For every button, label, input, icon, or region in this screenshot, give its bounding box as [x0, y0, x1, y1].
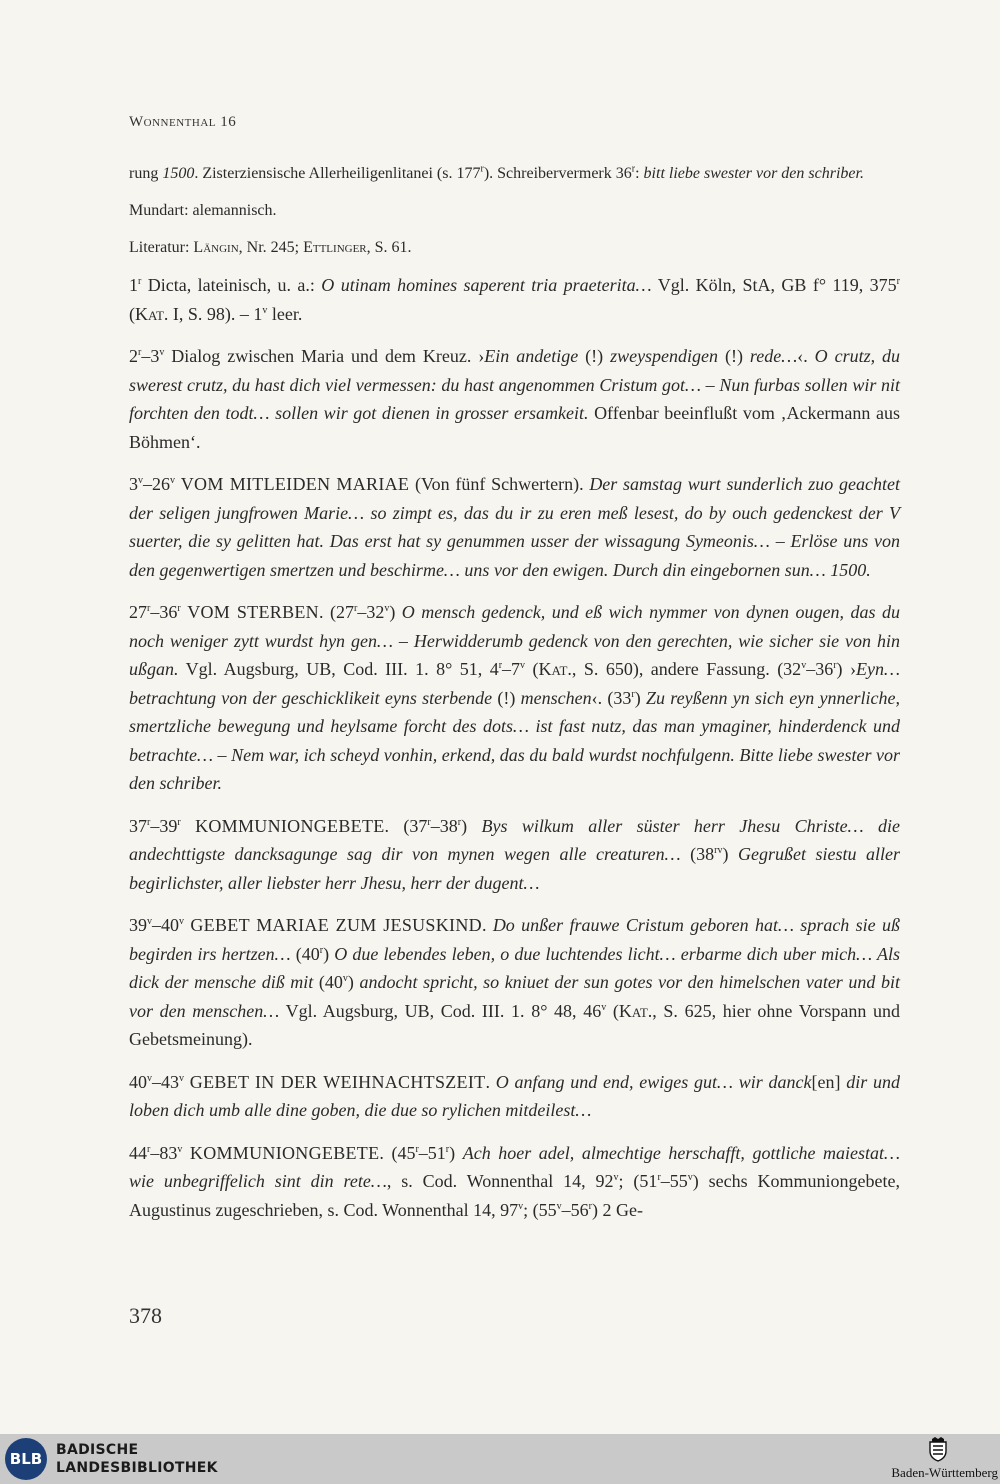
text-segment: ; (55 [523, 1199, 557, 1220]
section-title: GEBET MARIAE ZUM JESUSKIND [190, 915, 482, 935]
folio-superscript: r [147, 603, 151, 614]
coat-of-arms-icon [928, 1436, 948, 1462]
library-name-line1: BADISCHE [56, 1442, 139, 1458]
paragraph [129, 598, 900, 798]
folio-superscript: v [159, 347, 165, 358]
folio-superscript: r [353, 603, 358, 614]
folio-superscript: v [384, 603, 390, 614]
page-number: 378 [129, 1303, 162, 1328]
folio-superscript: v [179, 1072, 184, 1084]
text-segment: ) [389, 602, 402, 622]
text-segment: Vgl. Augsburg, UB, Cod. III. 1. 8° 48, 46 [279, 1000, 602, 1021]
folio-superscript: r [833, 660, 837, 671]
italic-quote: O mensch gedenck, und eß wich nymmer von dynen ougen, das du noch weniger zytt wurdst hyn gen… – Herwidderumb gedenck von den gerechten, wie sicher sie von hin ußgan. [129, 602, 901, 679]
text-segment: –39 [150, 815, 178, 836]
italic-quote: 1500 [162, 165, 195, 182]
text-segment: , Nr. 245; [238, 239, 304, 256]
folio-superscript: v [262, 304, 268, 316]
folio-superscript: v [801, 660, 807, 671]
text-segment: ). Schreibervermerk 36 [483, 165, 632, 182]
folio-superscript: v [138, 475, 143, 486]
running-header: Wonnenthal 16 [129, 114, 237, 130]
folio-superscript: v [147, 916, 152, 927]
folio-superscript: v [147, 1072, 152, 1084]
italic-quote: O crutz, du swerest crutz, du hast dich viel vermessen: du hast angenommen Cristum got… – Nun furbas sollen wir nit forchten den todt… sollen wir got dienen in grosser ersamkeit. [129, 346, 901, 423]
text-segment: ) [722, 844, 738, 864]
italic-quote: bitt liebe swester vor den schriber. [643, 165, 864, 182]
text-segment: (!) [492, 687, 521, 708]
text-segment: Offenbar beeinflußt vom ‚Ackermann aus Böhmen‘. [129, 403, 900, 452]
text-segment: . (27 [318, 602, 354, 622]
folio-superscript: r [631, 163, 636, 175]
folio-superscript: r [457, 816, 462, 828]
paragraph [129, 1068, 900, 1125]
text-segment: –32 [357, 602, 385, 622]
small-caps-text: Längin [193, 239, 239, 256]
section-title: VOM STERBEN [187, 602, 319, 622]
text-segment: ( [606, 1000, 619, 1021]
folio-superscript: r [319, 944, 324, 956]
text-segment: –56 [561, 1199, 589, 1220]
folio-superscript: r [177, 816, 181, 828]
text-segment: ) [323, 943, 335, 964]
folio-superscript: r [138, 276, 142, 287]
paragraph [129, 911, 900, 1054]
small-caps-text: Kat. [618, 1000, 653, 1021]
text-segment: . [485, 1071, 496, 1092]
text-segment: ) › [836, 659, 856, 679]
text-segment: ) [461, 815, 482, 836]
italic-quote: Do unßer frauwe Cristum geboren hat… sprach sie uß begirden irs hertzen… [129, 915, 901, 964]
text-segment: 27 [129, 602, 147, 622]
text-segment: ) [449, 1142, 463, 1163]
paragraph [129, 160, 900, 188]
folio-superscript: r [427, 816, 431, 828]
text-segment: ‹. (33 [591, 687, 632, 708]
text-segment: [en] [811, 1071, 847, 1092]
text-segment: I, S. 98). – 1 [168, 303, 263, 324]
text-segment: ) [634, 687, 646, 708]
paragraph [129, 271, 900, 328]
text-segment: 1 [129, 275, 138, 295]
text-segment: leer. [267, 303, 303, 324]
folio-superscript: v [177, 1143, 183, 1155]
text-segment: 2 [129, 346, 138, 366]
paragraph [129, 342, 900, 456]
text-segment: Dialog zwischen Maria und dem Kreuz. › [164, 346, 485, 366]
text-segment: 40 [129, 1071, 147, 1092]
text-segment: –38 [430, 815, 458, 836]
text-segment: Vgl. Augsburg, UB, Cod. III. 1. 8° 51, 4 [178, 659, 499, 679]
text-segment: ( [525, 659, 539, 679]
folio-superscript: r [177, 603, 181, 614]
text-segment: Literatur: [129, 239, 194, 256]
folio-superscript: v [518, 1200, 524, 1212]
folio-superscript: v [613, 1172, 619, 1183]
library-name [56, 1441, 218, 1477]
folio-superscript: r [445, 1143, 450, 1155]
text-segment: –7 [502, 659, 521, 679]
folio-superscript: v [556, 1200, 562, 1212]
italic-quote: Zu reyßenn yn sich eyn ynnerliche, smertzliche bewegung und heylsame forcht des dots… ist fast nutz, das man ymaginer, hinderdenck und betrachte… – Nem war, ich scheyd vonhin, erkend, das du bald wurdst nochfulgenn. Bitte liebe swester vor den schriber. [129, 687, 900, 793]
text-segment: ) sechs Kommuniongebete, Augustinus zugeschrieben, s. Cod. Wonnenthal 14, 97 [129, 1171, 901, 1220]
text-segment: 39 [129, 915, 147, 935]
text-segment: ) [347, 972, 360, 992]
text-segment: , S. 650), andere Fassung. (32 [571, 659, 802, 679]
italic-quote: Gegrußet siestu aller begirlichster, aller liebster herr Jhesu, herr der dugent… [129, 844, 900, 893]
text-segment: –83 [150, 1142, 178, 1163]
folio-superscript: r [147, 1143, 151, 1155]
text-segment: (40 [290, 943, 320, 964]
small-caps-text: Kat. [135, 303, 169, 324]
text-segment: (!) [578, 346, 611, 366]
folio-superscript: rv [714, 845, 723, 856]
state-label: Baden-Württemberg [891, 1465, 998, 1480]
section-title: KOMMUNIONGEBETE [195, 815, 385, 836]
text-segment: –36 [150, 602, 178, 622]
library-name-line2: LANDESBIBLIOTHEK [56, 1460, 218, 1476]
folio-superscript: r [138, 347, 142, 358]
text-segment [182, 1143, 190, 1163]
text-segment [181, 816, 195, 836]
text-segment: : [635, 165, 644, 182]
text-segment: , S. 61. [366, 239, 412, 256]
italic-quote: O due lebendes leben, o due luchtendes licht… erbarme dich uber mich… Als dick der mensche diß mit [129, 943, 900, 992]
text-segment: (40 [313, 972, 343, 992]
small-caps-text: Ettlinger [303, 239, 367, 256]
paragraph [129, 234, 900, 262]
folio-superscript: r [147, 816, 151, 828]
paragraph [129, 197, 900, 225]
text-segment: . (37 [384, 815, 428, 836]
folio-superscript: r [631, 688, 635, 700]
italic-quote: dir und loben dich umb alle dine goben, die due so rylichen mitdeilest… [129, 1071, 901, 1120]
text-segment: (Von fünf Schwertern). [409, 474, 590, 494]
paragraph [129, 470, 900, 584]
text-segment: 44 [129, 1142, 147, 1163]
italic-quote: Ein andetige [484, 346, 579, 366]
text-segment: –51 [418, 1142, 446, 1163]
folio-superscript: v [342, 973, 348, 984]
text-segment: , s. Cod. Wonnenthal 14, 92 [386, 1171, 614, 1191]
italic-quote: rede… [749, 346, 798, 366]
main-text [129, 160, 900, 1238]
italic-quote: menschen [520, 687, 592, 708]
text-segment: 37 [129, 815, 147, 836]
text-segment: . (45 [379, 1142, 416, 1163]
italic-quote: Ach hoer adel, almechtige herschafft, gottliche maiestat… wie unbegriffelich sint din rete… [129, 1142, 900, 1191]
text-segment: (!) [718, 346, 750, 366]
folio-superscript: r [415, 1143, 419, 1155]
text-segment: . Zisterziensische Allerheiligenlitanei (s. 177 [194, 165, 481, 182]
italic-quote: Der samstag wurt sunderlich zuo geachtet der seligen jungfrowen Marie… so zimpt es, das du ir zu eren meß lesest, do by ouch gedenckest der V suerter, die sy gelitten hat. Das erst hat sy genummen usser der wissagung Symeonis… – Erlöse uns von den gegenwertigen smertzen und beschirme… uns vor den ewigen. Durch din eingebornen sun… 1500. [129, 474, 901, 580]
folio-superscript: v [179, 916, 184, 927]
folio-superscript: r [657, 1172, 661, 1183]
text-segment: ; (51 [618, 1171, 658, 1191]
paragraph [129, 812, 900, 898]
text-segment: ( [129, 303, 135, 324]
section-title: GEBET IN DER WEIHNACHTSZEIT [189, 1071, 486, 1092]
text-segment: . [481, 915, 493, 935]
text-segment: Vgl. Köln, StA, GB f° 119, 375 [651, 275, 897, 295]
section-title: KOMMUNIONGEBETE [189, 1142, 380, 1163]
text-segment: ‹. [797, 346, 815, 366]
text-segment: –40 [152, 915, 179, 935]
text-segment: Dicta, lateinisch, u. a.: [141, 275, 322, 295]
text-segment: 3 [129, 474, 138, 494]
folio-superscript: v [170, 475, 175, 486]
text-segment: –26 [143, 474, 170, 494]
text-segment: ) 2 Ge- [592, 1199, 643, 1220]
small-caps-text: Kat. [538, 659, 572, 679]
italic-quote: andocht spricht, so kniuet der sun gotes vor den himelschen vater und bit vor den menschen… [129, 972, 900, 1021]
blb-logo[interactable]: BLB [5, 1438, 47, 1480]
section-title: VOM MITLEIDEN MARIAE [180, 474, 410, 494]
text-segment: –55 [660, 1171, 688, 1191]
footer-bar [0, 1434, 1000, 1484]
folio-superscript: r [896, 276, 900, 287]
italic-quote: O anfang und end, ewiges gut… wir danck [495, 1071, 812, 1092]
text-segment: , S. 625, hier ohne Vorspann und Gebetsmeinung). [129, 1000, 901, 1049]
text-segment: rung [129, 165, 163, 182]
italic-quote: O utinam homines saperent tria praeterita… [321, 275, 652, 295]
text-segment: (38 [680, 844, 715, 864]
folio-superscript: v [601, 1001, 607, 1013]
folio-superscript: v [687, 1172, 693, 1183]
paragraph [129, 1139, 900, 1225]
text-segment: –36 [806, 659, 834, 679]
folio-superscript: r [480, 163, 484, 175]
folio-superscript: r [498, 660, 503, 671]
text-segment: Mundart: alemannisch. [129, 202, 277, 219]
italic-quote: zweyspendigen [610, 346, 719, 366]
folio-superscript: r [588, 1200, 593, 1212]
italic-quote: Bys wilkum aller süster herr Jhesu Christe… die andechttigste dancksagunge sag dir von mynen wegen alle creaturen… [129, 815, 901, 864]
italic-quote: Eyn… betrachtung von der geschicklikeit eyns sterbende [129, 659, 900, 708]
text-segment: –43 [152, 1071, 179, 1092]
folio-superscript: v [520, 660, 526, 671]
text-segment: –3 [141, 346, 160, 366]
